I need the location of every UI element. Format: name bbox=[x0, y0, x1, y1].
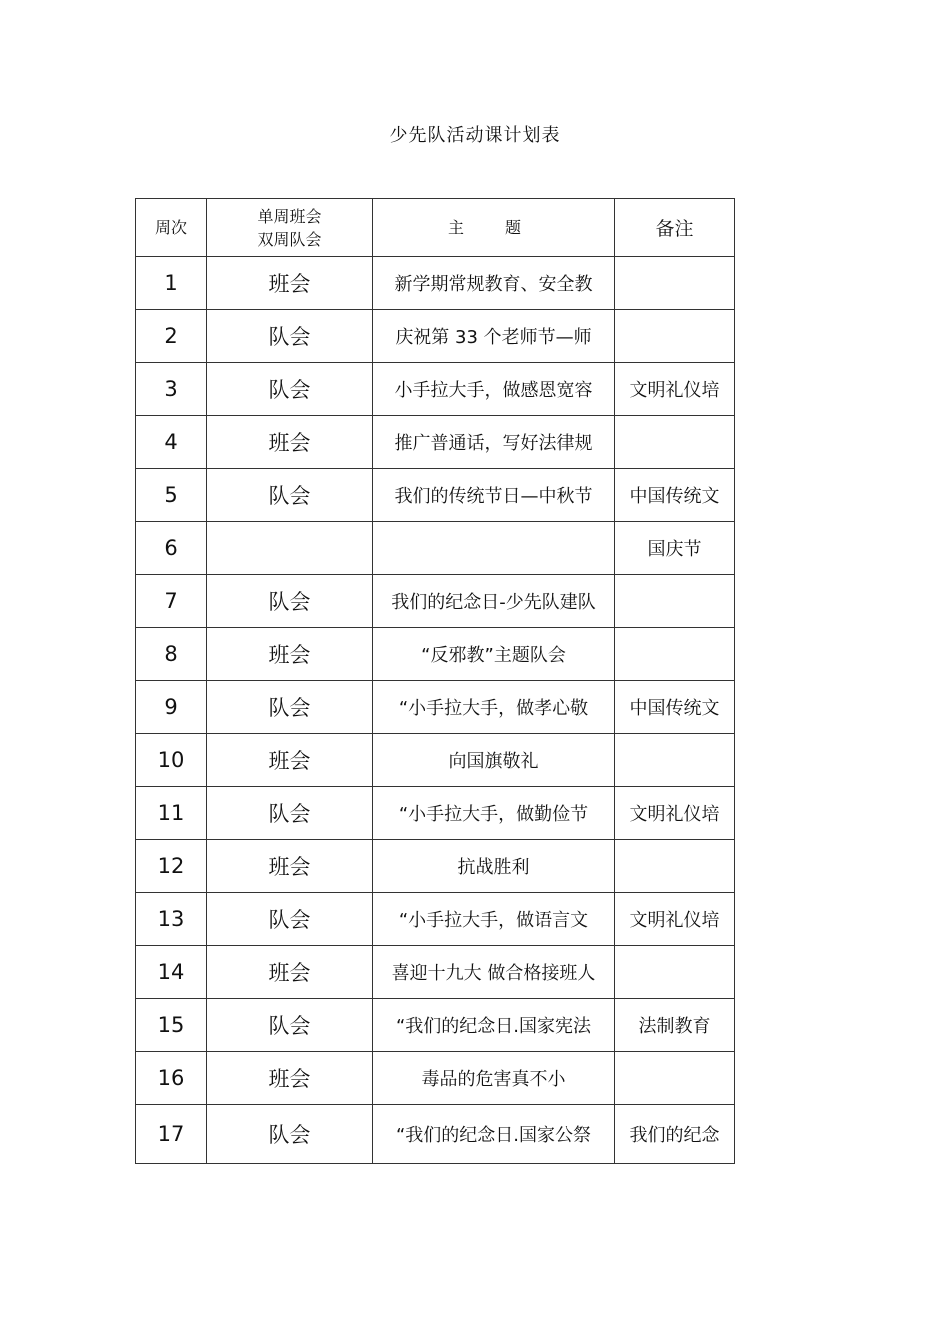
cell-week: 14 bbox=[136, 946, 207, 999]
activity-plan-table bbox=[135, 198, 735, 1164]
cell-week: 17 bbox=[136, 1105, 207, 1164]
cell-note bbox=[615, 310, 735, 363]
cell-note: 国庆节 bbox=[615, 522, 735, 575]
cell-meeting-type: 班会 bbox=[207, 1052, 373, 1105]
table-row bbox=[136, 1052, 735, 1105]
cell-theme: “小手拉大手，做勤俭节 bbox=[373, 787, 615, 840]
cell-meeting-type: 班会 bbox=[207, 840, 373, 893]
cell-theme bbox=[373, 522, 615, 575]
cell-week: 8 bbox=[136, 628, 207, 681]
header-week: 周次 bbox=[136, 199, 207, 257]
table-row bbox=[136, 575, 735, 628]
cell-meeting-type: 队会 bbox=[207, 999, 373, 1052]
cell-note bbox=[615, 628, 735, 681]
cell-theme: “我们的纪念日.国家公祭 bbox=[373, 1105, 615, 1164]
cell-meeting-type bbox=[207, 522, 373, 575]
cell-meeting-type: 队会 bbox=[207, 787, 373, 840]
cell-note: 文明礼仪培 bbox=[615, 787, 735, 840]
cell-note: 文明礼仪培 bbox=[615, 363, 735, 416]
header-meeting-type-line2: 双周队会 bbox=[257, 229, 322, 249]
cell-meeting-type: 班会 bbox=[207, 257, 373, 310]
cell-note bbox=[615, 257, 735, 310]
table-row bbox=[136, 840, 735, 893]
cell-week: 2 bbox=[136, 310, 207, 363]
table-row bbox=[136, 734, 735, 787]
cell-theme: 小手拉大手，做感恩宽容 bbox=[373, 363, 615, 416]
cell-theme: 推广普通话，写好法律规 bbox=[373, 416, 615, 469]
table-row bbox=[136, 893, 735, 946]
table-row bbox=[136, 681, 735, 734]
cell-meeting-type: 队会 bbox=[207, 681, 373, 734]
cell-note bbox=[615, 734, 735, 787]
cell-week: 15 bbox=[136, 999, 207, 1052]
table-row bbox=[136, 999, 735, 1052]
cell-week: 13 bbox=[136, 893, 207, 946]
cell-note bbox=[615, 575, 735, 628]
cell-theme: 我们的纪念日-少先队建队 bbox=[373, 575, 615, 628]
page-title: 少先队活动课计划表 bbox=[389, 125, 561, 146]
cell-meeting-type: 队会 bbox=[207, 1105, 373, 1164]
cell-theme: “我们的纪念日.国家宪法 bbox=[373, 999, 615, 1052]
cell-meeting-type: 队会 bbox=[207, 310, 373, 363]
cell-week: 4 bbox=[136, 416, 207, 469]
cell-week: 5 bbox=[136, 469, 207, 522]
cell-note: 法制教育 bbox=[615, 999, 735, 1052]
cell-theme: 喜迎十九大 做合格接班人 bbox=[373, 946, 615, 999]
cell-meeting-type: 班会 bbox=[207, 628, 373, 681]
cell-week: 7 bbox=[136, 575, 207, 628]
cell-theme: 毒品的危害真不小 bbox=[373, 1052, 615, 1105]
cell-theme: 我们的传统节日—中秋节 bbox=[373, 469, 615, 522]
cell-note bbox=[615, 840, 735, 893]
cell-theme: “小手拉大手，做语言文 bbox=[373, 893, 615, 946]
cell-week: 3 bbox=[136, 363, 207, 416]
header-note: 备注 bbox=[615, 199, 735, 257]
table-row bbox=[136, 310, 735, 363]
cell-meeting-type: 队会 bbox=[207, 469, 373, 522]
cell-week: 1 bbox=[136, 257, 207, 310]
table-row bbox=[136, 363, 735, 416]
table-row bbox=[136, 628, 735, 681]
cell-week: 16 bbox=[136, 1052, 207, 1105]
cell-meeting-type: 班会 bbox=[207, 416, 373, 469]
cell-meeting-type: 队会 bbox=[207, 575, 373, 628]
table-row bbox=[136, 257, 735, 310]
cell-week: 6 bbox=[136, 522, 207, 575]
cell-theme: “小手拉大手，做孝心敬 bbox=[373, 681, 615, 734]
table-row bbox=[136, 787, 735, 840]
header-theme: 主 题 bbox=[373, 199, 615, 257]
cell-note: 文明礼仪培 bbox=[615, 893, 735, 946]
cell-note bbox=[615, 1052, 735, 1105]
cell-theme: 抗战胜利 bbox=[373, 840, 615, 893]
cell-week: 12 bbox=[136, 840, 207, 893]
cell-theme: 向国旗敬礼 bbox=[373, 734, 615, 787]
table-row bbox=[136, 946, 735, 999]
cell-note: 中国传统文 bbox=[615, 681, 735, 734]
cell-note: 我们的纪念 bbox=[615, 1105, 735, 1164]
cell-note bbox=[615, 416, 735, 469]
header-meeting-type bbox=[207, 199, 373, 257]
cell-meeting-type: 队会 bbox=[207, 363, 373, 416]
cell-theme: 新学期常规教育、安全教 bbox=[373, 257, 615, 310]
table-row bbox=[136, 416, 735, 469]
table-row bbox=[136, 1105, 735, 1164]
header-meeting-type-line1: 单周班会 bbox=[257, 206, 322, 226]
cell-note: 中国传统文 bbox=[615, 469, 735, 522]
cell-week: 9 bbox=[136, 681, 207, 734]
cell-meeting-type: 班会 bbox=[207, 734, 373, 787]
table-body bbox=[136, 257, 735, 1164]
table-header-row bbox=[136, 199, 735, 257]
cell-meeting-type: 队会 bbox=[207, 893, 373, 946]
cell-note bbox=[615, 946, 735, 999]
cell-theme: “反邪教”主题队会 bbox=[373, 628, 615, 681]
cell-week: 10 bbox=[136, 734, 207, 787]
cell-week: 11 bbox=[136, 787, 207, 840]
cell-meeting-type: 班会 bbox=[207, 946, 373, 999]
table-row bbox=[136, 469, 735, 522]
table-row bbox=[136, 522, 735, 575]
cell-theme: 庆祝第 33 个老师节—师 bbox=[373, 310, 615, 363]
